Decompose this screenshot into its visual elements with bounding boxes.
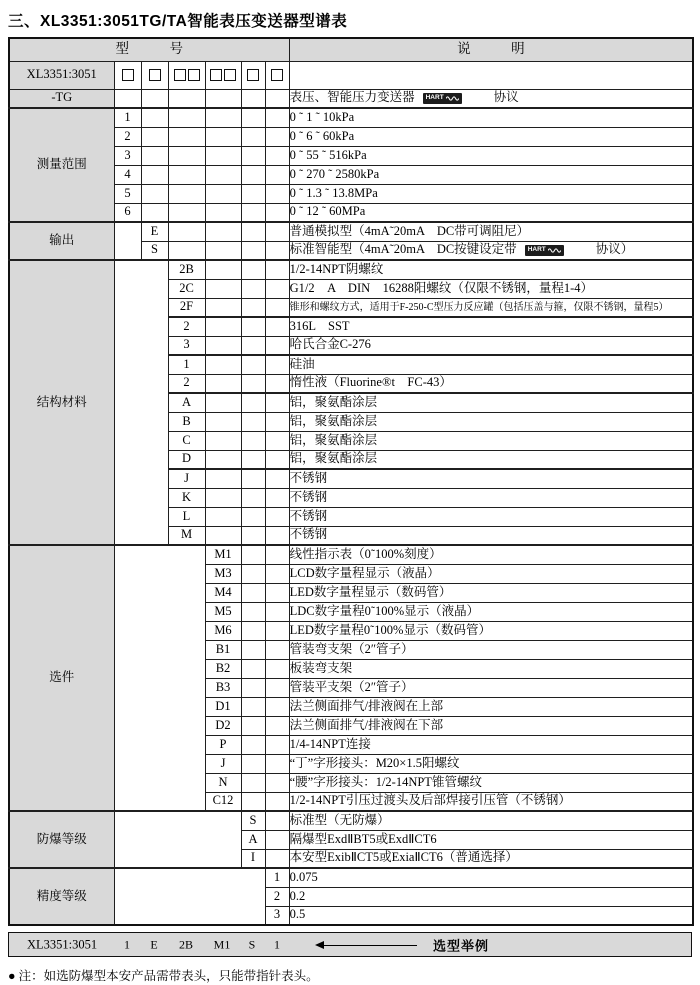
description-cell: 不锈钢 [289, 526, 693, 545]
empty-code-cell [241, 678, 265, 697]
empty-code-cell [205, 488, 241, 507]
empty-code-cell [205, 374, 241, 393]
empty-code-cell [241, 355, 265, 374]
empty-code-cell [205, 450, 241, 469]
empty-code-cell [141, 184, 168, 203]
empty-code-cell [265, 203, 289, 222]
description-cell: “腰”字形接头：1/2-14NPT锥管螺纹 [289, 773, 693, 792]
empty-code-cell [168, 108, 205, 127]
option-code-cell: A [241, 830, 265, 849]
example-code: 1 [124, 937, 130, 951]
description-cell: LED数字量程0˜100%显示（数码管） [289, 621, 693, 640]
empty-code-cell [141, 146, 168, 165]
model-checkbox [247, 69, 259, 81]
empty-code-cell [205, 393, 241, 412]
option-code-cell: M4 [205, 583, 241, 602]
empty-code-cell [241, 127, 265, 146]
empty-code-cell [265, 640, 289, 659]
description-cell: 不锈钢 [289, 507, 693, 526]
empty-code-cell [265, 545, 289, 564]
description-cell: 不锈钢 [289, 488, 693, 507]
empty-code-cell [265, 488, 289, 507]
sine-wave-icon [446, 95, 459, 102]
description-cell: 0 ˜ 270 ˜ 2580kPa [289, 165, 693, 184]
example-caption: 选型举例 [433, 938, 490, 953]
option-code-cell: 2B [168, 260, 205, 279]
empty-code-cell [241, 697, 265, 716]
empty-code-cell [241, 108, 265, 127]
empty-code-cell [241, 621, 265, 640]
empty-code-cell [265, 773, 289, 792]
empty-code-cell [241, 431, 265, 450]
empty-code-cell [265, 792, 289, 811]
empty-code-cell [141, 165, 168, 184]
description-cell: LDC数字量程0˜100%显示（液晶） [289, 602, 693, 621]
empty-code-cell [265, 469, 289, 488]
empty-code-cell [265, 659, 289, 678]
empty-code-cell [265, 412, 289, 431]
empty-code-cell [241, 146, 265, 165]
empty-code-cell [241, 469, 265, 488]
description-cell: 板装弯支架 [289, 659, 693, 678]
option-code-cell: J [168, 469, 205, 488]
empty-code-cell [205, 507, 241, 526]
empty-code-cell [265, 602, 289, 621]
option-code-cell: 1 [168, 355, 205, 374]
empty-code-cell [168, 203, 205, 222]
empty-code-cell [241, 298, 265, 317]
tg-description-protocol: 协议 [493, 90, 519, 105]
code-checkbox-cell [241, 61, 265, 89]
empty-code-cell [205, 526, 241, 545]
empty-code-cell [265, 526, 289, 545]
option-code-cell: 2 [168, 317, 205, 336]
option-code-cell: 2 [265, 887, 289, 906]
empty-code-cell [241, 583, 265, 602]
code-checkbox-cell [141, 61, 168, 89]
empty-code-cell [241, 317, 265, 336]
empty-code-cell [241, 222, 265, 241]
empty-code-cell [141, 203, 168, 222]
option-code-cell: D1 [205, 697, 241, 716]
empty-code-cell [241, 203, 265, 222]
tg-label: -TG [9, 89, 114, 108]
option-code-cell: M3 [205, 564, 241, 583]
empty-code-cell [205, 241, 241, 260]
hart-protocol-badge [423, 93, 462, 104]
empty-code-cell [168, 165, 205, 184]
model-spec-table [8, 37, 694, 926]
section-label: 结构材料 [9, 260, 114, 545]
hart-badge-label: HART [527, 246, 546, 254]
description-cell: G1/2 A DIN 16288阳螺纹（仅限不锈钢，量程1-4） [289, 279, 693, 298]
option-code-cell: 6 [114, 203, 141, 222]
description-cell: 0 ˜ 12 ˜ 60MPa [289, 203, 693, 222]
option-code-cell: S [241, 811, 265, 830]
empty-code-cell [265, 317, 289, 336]
option-code-cell: M [168, 526, 205, 545]
merged-empty-cell [114, 260, 168, 545]
table-row [9, 811, 693, 830]
empty-code-cell [241, 640, 265, 659]
empty-code-cell [265, 678, 289, 697]
empty-code-cell [265, 849, 289, 868]
description-cell: 惰性液（Fluorine®t FC-43） [289, 374, 693, 393]
option-code-cell: P [205, 735, 241, 754]
empty-code-cell [265, 811, 289, 830]
tg-description-cell [289, 89, 693, 108]
arrow-line [323, 945, 417, 946]
empty-code-cell [168, 146, 205, 165]
empty-code-cell [265, 697, 289, 716]
empty-code-cell [114, 89, 141, 108]
empty-code-cell [241, 773, 265, 792]
code-checkbox-cell [168, 61, 205, 89]
table-header-row [9, 38, 693, 61]
empty-code-cell [205, 279, 241, 298]
model-checkbox [271, 69, 283, 81]
empty-code-cell [265, 127, 289, 146]
description-cell: 0 ˜ 6 ˜ 60kPa [289, 127, 693, 146]
empty-code-cell [265, 621, 289, 640]
model-number-row [9, 61, 693, 89]
empty-code-cell [241, 412, 265, 431]
empty-code-cell [265, 754, 289, 773]
example-code: 2B [178, 937, 194, 951]
description-cell: 0.075 [289, 868, 693, 887]
description-cell: 铝，聚氨酯涂层 [289, 450, 693, 469]
model-checkbox [188, 69, 200, 81]
code-checkbox-cell [265, 61, 289, 89]
section-label: 防爆等级 [9, 811, 114, 868]
empty-code-cell [241, 336, 265, 355]
description-cell: 哈氏合金C-276 [289, 336, 693, 355]
empty-code-cell [241, 754, 265, 773]
option-code-cell: 1 [114, 108, 141, 127]
tg-type-row [9, 89, 693, 108]
option-code-cell: B2 [205, 659, 241, 678]
description-cell: LCD数字量程显示（液晶） [289, 564, 693, 583]
description-cell: 线性指示表（0˜100%刻度） [289, 545, 693, 564]
description-cell: 管装弯支架（2″管子） [289, 640, 693, 659]
option-code-cell: A [168, 393, 205, 412]
hart-badge-label: HART [425, 94, 444, 102]
empty-code-cell [241, 393, 265, 412]
description-cell: 1/4-14NPT连接 [289, 735, 693, 754]
empty-code-cell [168, 184, 205, 203]
page-title: 三、XL3351:3051TG/TA智能表压变送器型谱表 [8, 13, 348, 30]
description-cell: 管装平支架（2″管子） [289, 678, 693, 697]
empty-code-cell [241, 716, 265, 735]
model-column-header: 型 号 [9, 38, 289, 61]
empty-code-cell [241, 545, 265, 564]
merged-empty-cell [114, 545, 205, 811]
description-cell: 普通模拟型（4mA˜20mA DC带可调阻尼） [289, 222, 693, 241]
description-cell: 本安型ExibⅡCT5或ExiaⅡCT6（普通选择） [289, 849, 693, 868]
empty-code-cell [265, 222, 289, 241]
empty-code-cell [241, 507, 265, 526]
empty-code-cell [265, 507, 289, 526]
empty-code-cell [265, 450, 289, 469]
description-cell: 铝，聚氨酯涂层 [289, 393, 693, 412]
empty-code-cell [241, 735, 265, 754]
option-code-cell: M1 [205, 545, 241, 564]
description-cell: 不锈钢 [289, 469, 693, 488]
tg-description-text: 表压、智能压力变送器 [289, 90, 415, 105]
description-cell: 1/2-14NPT引压过渡头及后部焊接引压管（不锈钢） [289, 792, 693, 811]
description-cell: 0.5 [289, 906, 693, 925]
empty-code-cell [265, 374, 289, 393]
empty-code-cell [241, 184, 265, 203]
empty-description-cell [289, 61, 693, 89]
option-code-cell: D [168, 450, 205, 469]
table-row [9, 545, 693, 564]
description-text: 标准智能型（4mA˜20mA DC按键设定带 [289, 242, 517, 257]
option-code-cell: E [141, 222, 168, 241]
empty-code-cell [205, 298, 241, 317]
example-code: M1 [213, 937, 231, 951]
empty-code-cell [205, 469, 241, 488]
code-checkbox-cell [205, 61, 241, 89]
example-model-label: XL3351:3051 [27, 937, 98, 951]
code-checkbox-cell [114, 61, 141, 89]
merged-empty-cell [114, 222, 141, 260]
description-cell: 铝，聚氨酯涂层 [289, 431, 693, 450]
option-code-cell: L [168, 507, 205, 526]
empty-code-cell [241, 792, 265, 811]
description-cell: LED数字量程显示（数码管） [289, 583, 693, 602]
option-code-cell: 2 [114, 127, 141, 146]
option-code-cell: M6 [205, 621, 241, 640]
option-code-cell: N [205, 773, 241, 792]
empty-code-cell [241, 374, 265, 393]
empty-code-cell [241, 279, 265, 298]
section-label: 选件 [9, 545, 114, 811]
option-code-cell: S [141, 241, 168, 260]
empty-code-cell [141, 127, 168, 146]
empty-code-cell [265, 108, 289, 127]
empty-code-cell [141, 108, 168, 127]
description-column-header: 说 明 [289, 38, 693, 61]
empty-code-cell [265, 241, 289, 260]
option-code-cell: C12 [205, 792, 241, 811]
empty-code-cell [265, 279, 289, 298]
option-code-cell: K [168, 488, 205, 507]
merged-empty-cell [114, 811, 241, 868]
table-row [9, 222, 693, 241]
empty-code-cell [241, 488, 265, 507]
empty-code-cell [241, 89, 265, 108]
option-code-cell: 5 [114, 184, 141, 203]
option-code-cell: 3 [114, 146, 141, 165]
empty-code-cell [265, 735, 289, 754]
description-protocol: 协议） [595, 242, 634, 257]
description-cell [289, 241, 693, 260]
empty-code-cell [205, 203, 241, 222]
empty-code-cell [205, 108, 241, 127]
option-code-cell: 4 [114, 165, 141, 184]
option-code-cell: I [241, 849, 265, 868]
empty-code-cell [205, 412, 241, 431]
empty-code-cell [265, 298, 289, 317]
merged-empty-cell [114, 868, 265, 925]
description-cell: 标准型（无防爆） [289, 811, 693, 830]
option-code-cell: B [168, 412, 205, 431]
description-cell: “丁”字形接头：M20×1.5阳螺纹 [289, 754, 693, 773]
empty-code-cell [241, 165, 265, 184]
option-code-cell: B1 [205, 640, 241, 659]
option-code-cell: 2 [168, 374, 205, 393]
empty-code-cell [265, 355, 289, 374]
option-code-cell: B3 [205, 678, 241, 697]
empty-code-cell [265, 564, 289, 583]
footnote: ● 注：如选防爆型本安产品需带表头，只能带指针表头。 [8, 969, 319, 983]
empty-code-cell [168, 222, 205, 241]
option-code-cell: 3 [265, 906, 289, 925]
description-cell: 1/2-14NPT阴螺纹 [289, 260, 693, 279]
empty-code-cell [265, 583, 289, 602]
option-code-cell: 3 [168, 336, 205, 355]
empty-code-cell [241, 526, 265, 545]
description-cell: 0.2 [289, 887, 693, 906]
empty-code-cell [205, 260, 241, 279]
empty-code-cell [205, 431, 241, 450]
description-cell: 0 ˜ 1.3 ˜ 13.8MPa [289, 184, 693, 203]
section-label: 精度等级 [9, 868, 114, 925]
empty-code-cell [265, 89, 289, 108]
empty-code-cell [241, 564, 265, 583]
empty-code-cell [241, 659, 265, 678]
description-cell: 硅油 [289, 355, 693, 374]
option-code-cell: 1 [265, 868, 289, 887]
model-checkbox [224, 69, 236, 81]
empty-code-cell [241, 450, 265, 469]
empty-code-cell [265, 716, 289, 735]
option-code-cell: 2F [168, 298, 205, 317]
model-checkbox [174, 69, 186, 81]
empty-code-cell [241, 602, 265, 621]
description-cell: 0 ˜ 55 ˜ 516kPa [289, 146, 693, 165]
empty-code-cell [168, 89, 205, 108]
empty-code-cell [205, 184, 241, 203]
empty-code-cell [265, 393, 289, 412]
option-code-cell: C [168, 431, 205, 450]
empty-code-cell [265, 431, 289, 450]
description-cell: 锥形和螺纹方式，适用于F-250-C型压力反应罐（包括压盖与箍，仅限不锈钢，量程5） [289, 298, 693, 317]
description-cell: 铝，聚氨酯涂层 [289, 412, 693, 431]
model-checkbox [149, 69, 161, 81]
description-cell: 0 ˜ 1 ˜ 10kPa [289, 108, 693, 127]
description-cell: 隔爆型ExdⅡBT5或ExdⅡCT6 [289, 830, 693, 849]
empty-code-cell [241, 260, 265, 279]
empty-code-cell [205, 165, 241, 184]
empty-code-cell [241, 241, 265, 260]
table-row [9, 108, 693, 127]
description-cell: 法兰侧面排气/排液阀在上部 [289, 697, 693, 716]
example-row [8, 932, 692, 957]
empty-code-cell [265, 165, 289, 184]
empty-code-cell [205, 146, 241, 165]
empty-code-cell [168, 241, 205, 260]
empty-code-cell [205, 127, 241, 146]
table-row [9, 260, 693, 279]
example-code: S [248, 937, 256, 951]
empty-code-cell [265, 336, 289, 355]
table-row [9, 868, 693, 887]
example-code: 1 [274, 937, 280, 951]
description-cell: 316L SST [289, 317, 693, 336]
sine-wave-icon [548, 247, 561, 254]
section-label: 输出 [9, 222, 114, 260]
empty-code-cell [265, 260, 289, 279]
option-code-cell: J [205, 754, 241, 773]
option-code-cell: M5 [205, 602, 241, 621]
empty-code-cell [141, 89, 168, 108]
empty-code-cell [205, 336, 241, 355]
model-checkbox [122, 69, 134, 81]
option-code-cell: 2C [168, 279, 205, 298]
empty-code-cell [205, 355, 241, 374]
empty-code-cell [205, 317, 241, 336]
option-code-cell: D2 [205, 716, 241, 735]
description-cell: 法兰侧面排气/排液阀在下部 [289, 716, 693, 735]
hart-protocol-badge [525, 245, 564, 256]
example-code: E [150, 937, 158, 951]
empty-code-cell [265, 146, 289, 165]
empty-code-cell [265, 830, 289, 849]
model-number-label: XL3351:3051 [9, 61, 114, 89]
model-checkbox [210, 69, 222, 81]
empty-code-cell [168, 127, 205, 146]
section-label: 测量范围 [9, 108, 114, 222]
empty-code-cell [205, 89, 241, 108]
empty-code-cell [265, 184, 289, 203]
empty-code-cell [205, 222, 241, 241]
